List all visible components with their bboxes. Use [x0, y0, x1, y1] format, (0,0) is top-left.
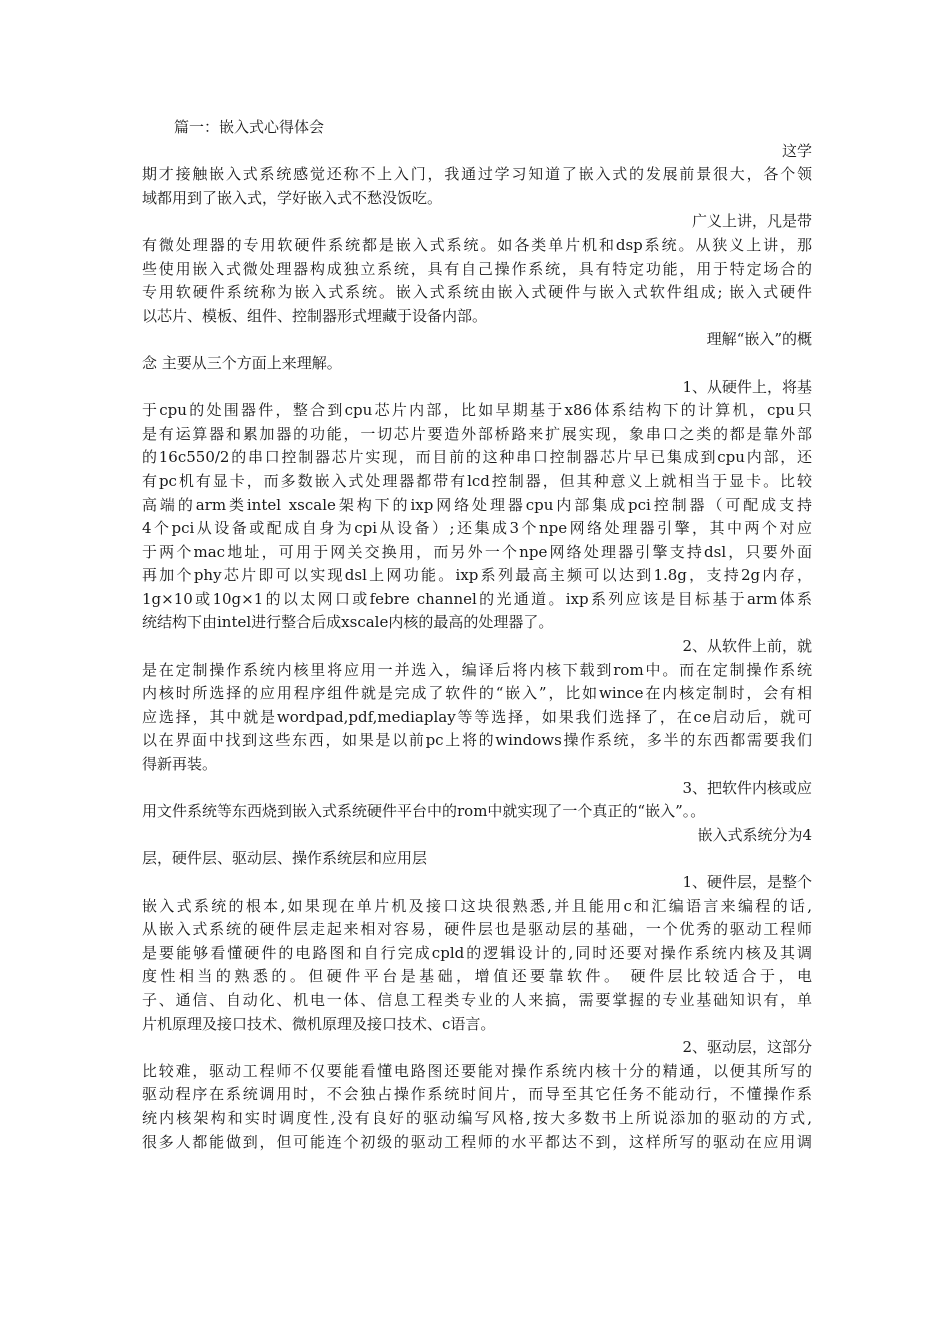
paragraph-line: 内核时所选择的应用程序组件就是完成了软件的“嵌入”，比如wince在内核定制时，会有相 [142, 684, 812, 703]
paragraph-line: 于cpu的处围器件，整合到cpu芯片内部，比如早期基于x86体系结构下的计算机，cpu只 [142, 401, 812, 420]
paragraph-lead-line: 1、硬件层，是整个 [682, 873, 812, 891]
paragraph-line: 4个pci从设备或配成自身为cpi从设备）;还集成3个npe网络处理器引擎，其中两个对应 [142, 519, 812, 538]
paragraph-line: 比较难，驱动工程师不仅要能看懂电路图还要能对操作系统内核十分的精通，以便其所写的 [142, 1061, 812, 1080]
paragraph-line: 念 主要从三个方面上来理解。 [142, 353, 342, 372]
paragraph-line: 嵌入式系统的根本,如果现在单片机及接口这块很熟悉,并且能用c和汇编语言来编程的话, [142, 896, 812, 915]
document-title: 篇一：嵌入式心得体会 [174, 118, 325, 136]
paragraph-lead-line: 理解“嵌入”的概 [706, 330, 812, 349]
paragraph-line: 统内核架构和实时调度性,没有良好的驱动编写风格,按大多数书上所说添加的驱动的方式, [142, 1108, 812, 1127]
paragraph-line: 有pc机有显卡，而多数嵌入式处理器都带有lcd控制器，但其种意义上就相当于显卡。比较 [142, 471, 812, 490]
paragraph-line: 高端的arm类intel xscale架构下的ixp网络处理器cpu内部集成pci控制器（可配成支持 [142, 495, 812, 514]
paragraph-line: 应选择，其中就是wordpad,pdf,mediaplay等等选择，如果我们选择了，在ce启动后，就可 [142, 707, 812, 726]
paragraph-line: 有微处理器的专用软硬件系统都是嵌入式系统。如各类单片机和dsp系统。从狭义上讲，那 [142, 235, 812, 254]
document-body [142, 140, 812, 1155]
paragraph-line: 统结构下由intel进行整合后成xscale内核的最高的处理器了。 [142, 613, 554, 632]
paragraph-line: 很多人都能做到，但可能连个初级的驱动工程师的水平都达不到，这样所写的驱动在应用调 [142, 1132, 812, 1151]
paragraph-line: 子、通信、自动化、机电一体、信息工程类专业的人来搞，需要掌握的专业基础知识有，单 [142, 990, 812, 1009]
paragraph-line: 1g×10或10g×1的以太网口或febre channel的光通道。ixp系列应该是目标基于arm体系 [142, 589, 812, 608]
paragraph-lead-line: 2、从软件上前，就 [682, 637, 812, 656]
paragraph-line: 从嵌入式系统的硬件层走起来相对容易，硬件层也是驱动层的基础，一个优秀的驱动工程师 [142, 920, 812, 939]
paragraph-line: 是有运算器和累加器的功能，一切芯片要造外部桥路来扩展实现，象串口之类的都是靠外部 [142, 424, 812, 443]
paragraph-line: 域都用到了嵌入式，学好嵌入式不愁没饭吃。 [142, 188, 443, 207]
paragraph-line: 专用软硬件系统称为嵌入式系统。嵌入式系统由嵌入式硬件与嵌入式软件组成; 嵌入式硬件 [142, 283, 812, 302]
paragraph-line: 驱动程序在系统调用时，不会独占操作系统时间片，而导至其它任务不能动行，不懂操作系 [142, 1085, 812, 1104]
paragraph-line: 用文件系统等东西烧到嵌入式系统硬件平台中的rom中就实现了一个真正的“嵌入”。。 [142, 802, 706, 821]
paragraph-line: 以芯片、模板、组件、控制器形式埋藏于设备内部。 [142, 306, 488, 325]
paragraph-lead-line: 广义上讲，凡是带 [691, 212, 812, 231]
document-page [142, 116, 812, 1154]
paragraph-line: 层，硬件层、驱动层、操作系统层和应用层 [142, 849, 428, 868]
paragraph-line: 再加个phy芯片即可以实现dsl上网功能。ixp系列最高主频可以达到1.8g，支持2g内存， [142, 566, 812, 585]
paragraph-line: 度性相当的熟悉的。但硬件平台是基础，增值还要靠软件。 硬件层比较适合于，电 [142, 967, 812, 986]
paragraph-line: 是要能够看懂硬件的电路图和自行完成cpld的逻辑设计的,同时还要对操作系统内核及其调 [142, 943, 812, 962]
paragraph-line: 些使用嵌入式微处理器构成独立系统，具有自己操作系统，具有特定功能，用于特定场合的 [142, 259, 812, 278]
paragraph-line: 期才接触嵌入式系统感觉还称不上入门，我通过学习知道了嵌入式的发展前景很大，各个领 [142, 165, 812, 184]
paragraph-lead-line: 1、从硬件上，将基 [682, 377, 812, 396]
paragraph-line: 的16c550/2的串口控制器芯片实现，而目前的这种串口控制器芯片早已集成到cpu内部，还 [142, 448, 812, 467]
paragraph-line: 得新再装。 [142, 755, 218, 774]
paragraph-line: 是在定制操作系统内核里将应用一并选入，编译后将内核下载到rom中。而在定制操作系统 [142, 660, 812, 679]
paragraph-lead-line: 2、驱动层，这部分 [682, 1038, 812, 1057]
paragraph-line: 于两个mac地址，可用于网关交换用，而另外一个npe网络处理器引擎支持dsl，只要外面 [142, 542, 812, 561]
paragraph-line: 片机原理及接口技术、微机原理及接口技术、c语言。 [142, 1014, 496, 1033]
paragraph-lead-line: 这学 [781, 141, 812, 160]
paragraph-lead-line: 3、把软件内核或应 [682, 778, 812, 797]
paragraph-line: 以在界面中找到这些东西，如果是以前pc上将的windows操作系统，多半的东西都需要我们 [142, 731, 812, 750]
paragraph-lead-line: 嵌入式系统分为4 [697, 825, 812, 844]
